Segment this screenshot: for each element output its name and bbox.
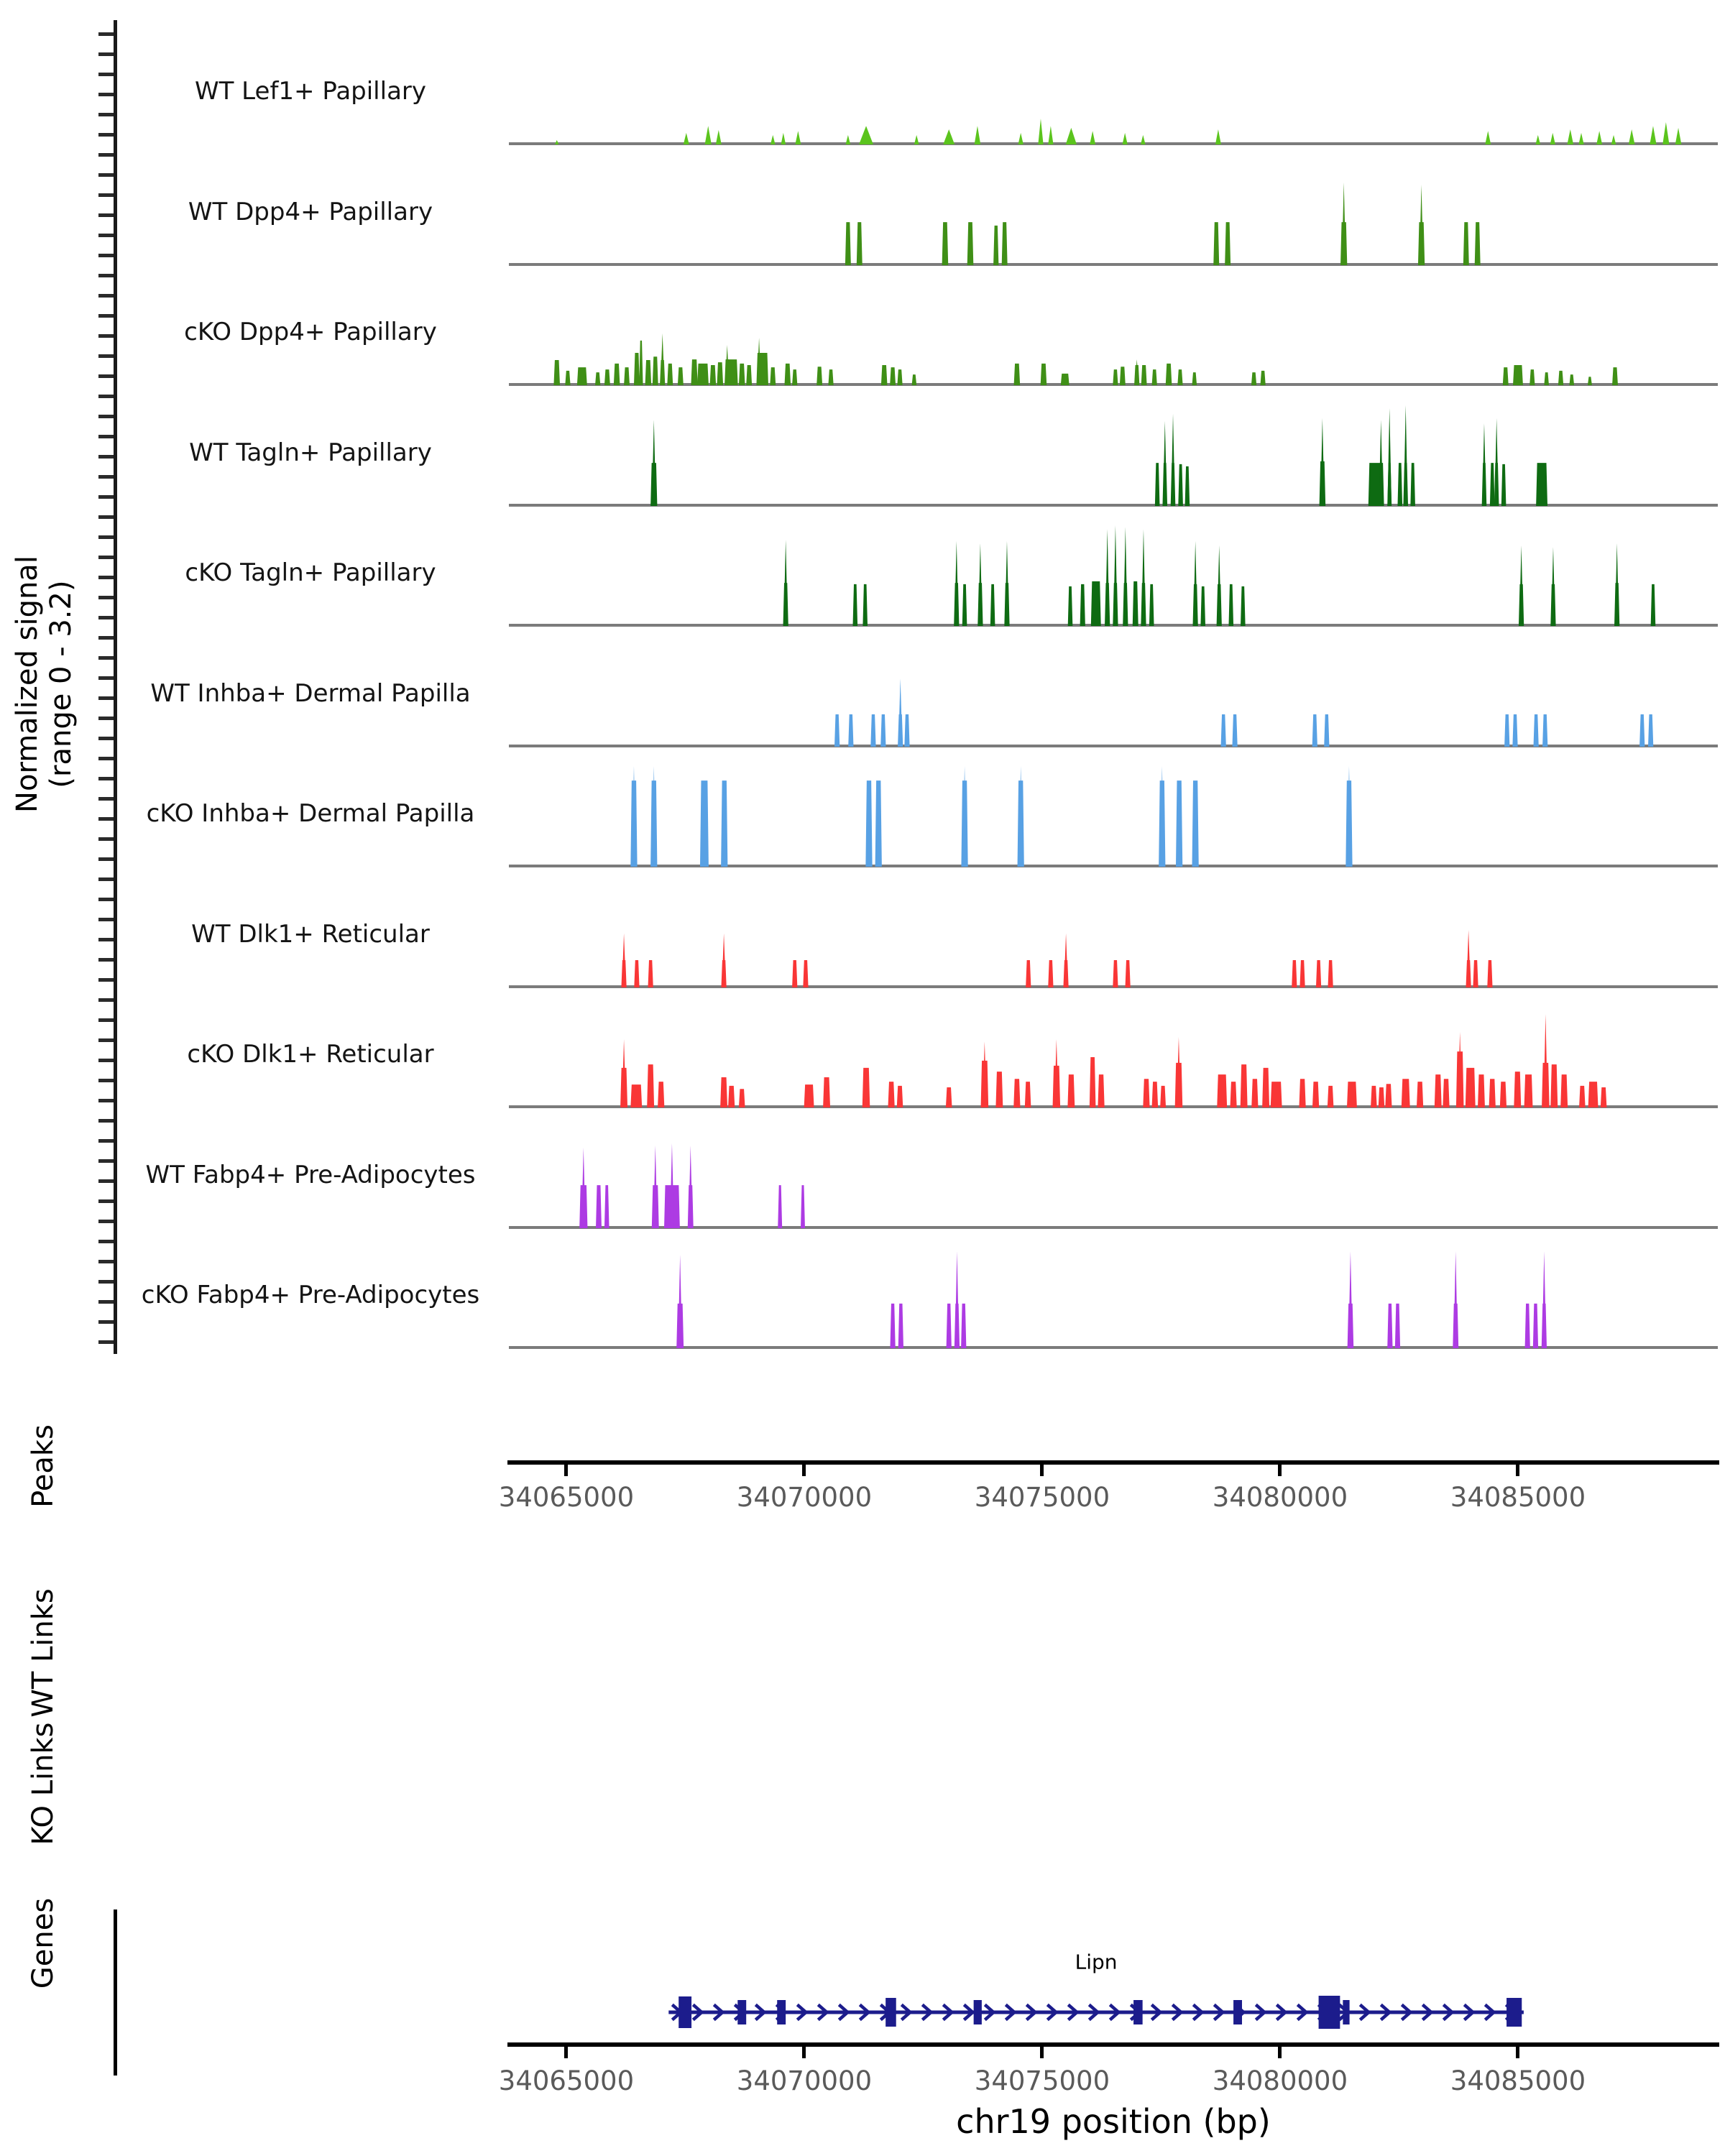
track-signal (509, 759, 1718, 867)
signal-axis-tick (98, 1099, 114, 1102)
signal-axis-tick (98, 73, 114, 76)
gene-exon (886, 1998, 896, 2027)
gene-exon (678, 1996, 691, 2028)
signal-axis-tick (98, 958, 114, 962)
signal-axis-tick (98, 213, 114, 217)
gene-exon (1319, 1996, 1340, 2029)
signal-axis-tick (98, 1139, 114, 1143)
signal-axis-tick (98, 354, 114, 358)
axis-tick-label: 34080000 (1212, 1482, 1348, 1513)
signal-axis-tick (98, 757, 114, 760)
genes-section-label: Genes (27, 1897, 60, 1989)
signal-axis-tick (98, 1059, 114, 1062)
wt-links-section-label: WT Links (27, 1588, 60, 1718)
signal-axis-tick (98, 978, 114, 982)
gene-exon (1506, 1998, 1522, 2027)
signal-axis-tick (98, 656, 114, 660)
signal-axis-tick (98, 898, 114, 901)
track-signal (509, 518, 1718, 626)
axis-tick-label: 34070000 (736, 1482, 873, 1513)
signal-axis-tick (98, 515, 114, 519)
axis-tick (802, 2047, 806, 2058)
track-signal (509, 1120, 1718, 1228)
track-signal (509, 277, 1718, 385)
signal-axis-tick (98, 1079, 114, 1082)
signal-axis-tick (98, 1260, 114, 1263)
track-signal (509, 37, 1718, 144)
signal-axis-tick (98, 415, 114, 418)
signal-axis-tick (98, 133, 114, 137)
track-signal (509, 639, 1718, 747)
axis-tick-label: 34085000 (1450, 2065, 1586, 2096)
genes-bracket-line (114, 1909, 117, 2076)
signal-axis-tick (98, 1300, 114, 1304)
gene-exon (737, 2000, 746, 2024)
signal-axis-tick (98, 1240, 114, 1243)
signal-axis-tick (98, 294, 114, 298)
signal-axis-tick (98, 717, 114, 720)
signal-axis-tick (98, 1320, 114, 1324)
signal-axis-tick (98, 1018, 114, 1022)
signal-axis-tick (98, 676, 114, 680)
signal-axis-tick (98, 636, 114, 640)
gene-model (509, 1991, 1718, 2034)
track-label: WT Dpp4+ Papillary (188, 197, 433, 226)
x-axis-label: chr19 position (bp) (956, 2102, 1271, 2141)
track-label: WT Lef1+ Papillary (194, 77, 427, 106)
axis-tick (1040, 1465, 1044, 1476)
signal-axis-tick (98, 797, 114, 801)
axis-tick (1516, 1465, 1519, 1476)
signal-axis-tick (98, 918, 114, 921)
signal-axis-tick (98, 596, 114, 599)
track-label: WT Tagln+ Papillary (189, 438, 432, 467)
signal-axis-tick (98, 173, 114, 177)
axis-tick (1278, 1465, 1282, 1476)
signal-axis-tick (98, 817, 114, 821)
axis-tick (802, 1465, 806, 1476)
track-label: cKO Dpp4+ Papillary (184, 318, 437, 346)
track-label: cKO Dlk1+ Reticular (187, 1040, 434, 1069)
track-label: WT Inhba+ Dermal Papilla (150, 678, 471, 708)
signal-axis-tick (98, 1119, 114, 1123)
axis-tick (1278, 2047, 1282, 2058)
gene-exon (777, 2000, 786, 2024)
signal-axis-tick (98, 556, 114, 559)
ko-links-section-label: KO Links (27, 1722, 60, 1846)
track-label: cKO Tagln+ Papillary (185, 558, 436, 587)
axis-tick-label: 34065000 (498, 1482, 635, 1513)
axis-tick-label: 34085000 (1450, 1482, 1586, 1513)
signal-axis-tick (98, 475, 114, 479)
gene-exon (1233, 2000, 1242, 2024)
y-axis-label (11, 556, 78, 813)
signal-axis-ruler (114, 20, 117, 1354)
signal-axis-tick (98, 616, 114, 619)
signal-axis-tick (98, 193, 114, 197)
signal-axis-tick (98, 857, 114, 861)
track-signal (509, 880, 1718, 987)
signal-axis-tick (98, 334, 114, 338)
track-label: WT Fabp4+ Pre-Adipocytes (145, 1160, 476, 1189)
signal-axis-tick (98, 998, 114, 1002)
track-label: cKO Inhba+ Dermal Papilla (146, 799, 475, 828)
track-label: cKO Fabp4+ Pre-Adipocytes (141, 1281, 480, 1309)
axis-tick (1040, 2047, 1044, 2058)
track-label: WT Dlk1+ Reticular (191, 919, 430, 949)
y-axis-label-line2: (range 0 - 3.2) (45, 580, 78, 788)
gene-exon (1343, 2000, 1349, 2024)
axis-tick-label: 34075000 (974, 1482, 1110, 1513)
signal-axis-tick (98, 314, 114, 318)
signal-axis-tick (98, 535, 114, 539)
signal-axis-tick (98, 1038, 114, 1042)
signal-axis-tick (98, 938, 114, 941)
signal-axis-tick (98, 1280, 114, 1284)
signal-axis-tick (98, 52, 114, 56)
signal-axis-tick (98, 1220, 114, 1223)
y-axis-label-line1: Normalized signal (10, 556, 44, 813)
axis-tick (564, 1465, 568, 1476)
signal-axis-tick (98, 374, 114, 378)
signal-axis-tick (98, 234, 114, 237)
signal-axis-tick (98, 696, 114, 700)
signal-axis-tick (98, 1199, 114, 1203)
signal-axis-tick (98, 455, 114, 459)
signal-axis-tick (98, 32, 114, 36)
signal-axis-tick (98, 1340, 114, 1344)
gene-exon (1133, 2000, 1143, 2024)
gene-exon (974, 2000, 982, 2024)
gene-name-label: Lipn (1075, 1950, 1118, 1974)
track-signal (509, 157, 1718, 265)
signal-axis-tick (98, 1179, 114, 1183)
signal-axis-tick (98, 113, 114, 116)
signal-axis-tick (98, 777, 114, 780)
axis-tick (564, 2047, 568, 2058)
track-signal (509, 1240, 1718, 1348)
signal-axis-tick (98, 877, 114, 881)
signal-axis-tick (98, 737, 114, 740)
axis-tick-label: 34075000 (974, 2065, 1110, 2096)
axis-tick-label: 34070000 (736, 2065, 873, 2096)
axis-line (507, 1460, 1719, 1465)
axis-tick-label: 34065000 (498, 2065, 635, 2096)
signal-axis-tick (98, 576, 114, 579)
signal-axis-tick (98, 435, 114, 438)
axis-tick (1516, 2047, 1519, 2058)
signal-axis-tick (98, 93, 114, 96)
track-signal (509, 1000, 1718, 1107)
signal-axis-tick (98, 254, 114, 257)
signal-axis-tick (98, 274, 114, 277)
signal-axis-tick (98, 495, 114, 499)
axis-tick-label: 34080000 (1212, 2065, 1348, 2096)
peaks-section-label: Peaks (27, 1424, 60, 1508)
axis-line (507, 2042, 1719, 2047)
track-signal (509, 398, 1718, 506)
signal-axis-tick (98, 837, 114, 841)
signal-axis-tick (98, 153, 114, 157)
signal-axis-tick (98, 1159, 114, 1163)
signal-axis-tick (98, 395, 114, 398)
